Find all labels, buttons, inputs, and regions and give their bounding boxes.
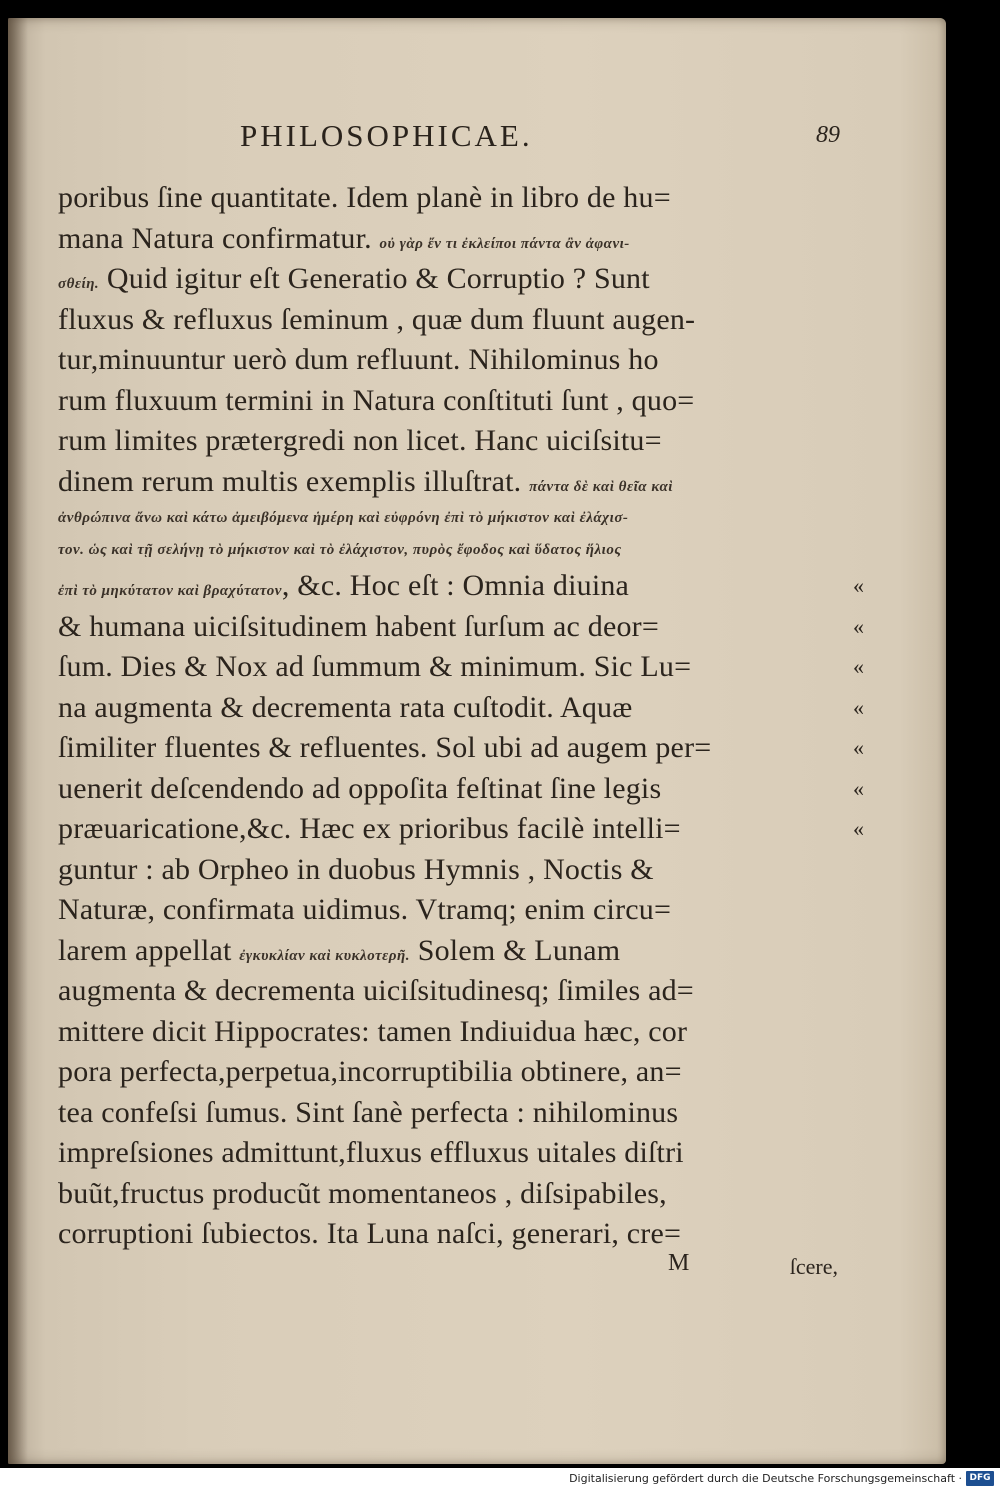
greek-quotation: πάντα δὲ καὶ θεῖα καὶ [529,478,673,495]
body-text [58,178,865,1255]
text-segment: ſimiliter fluentes & refluentes. Sol ubi ad augem per= [58,731,712,764]
text-segment: & humana uiciſsitudinem habent ſurſum ac deor= [58,609,659,643]
text-line [58,566,865,607]
text-line [58,647,865,688]
text-line: tur,minuuntur uerò dum refluunt. Nihilominus ho [58,343,659,376]
credit-text: Digitalisierung gefördert durch die Deutsche Forschungsgemeinschaft · [569,1472,962,1485]
quote-mark: « [853,613,865,639]
text-line [58,769,865,810]
quote-mark: « [853,735,865,760]
text-segment: præuaricatione,&c. Hæc ex prioribus facilè intelli= [58,812,681,845]
text-line: mittere dicit Hippocrates: tamen Indiuidua hæc, cor [58,1014,688,1048]
text-segment: , &c. Hoc eſt : Omnia diuina [281,569,630,602]
greek-quotation: ἐγκυκλίαν καὶ κυκλοτερῆ. [239,947,410,964]
greek-line: ἀνθρώπινα ἄνω καὶ κάτω ἀμειβόμενα ἡμέρη καὶ εὐφρόνη ἐπὶ τὸ μήκιστον καὶ ἐλάχισ- [58,510,629,526]
text-segment: Quid igitur eſt Generatio & Corruptio ? Sunt [106,262,650,295]
quote-mark: « [853,573,865,598]
text-segment: larem appellat [58,933,232,967]
dfg-logo-icon: DFG [966,1471,994,1486]
page-number: 89 [816,122,840,148]
text-line: fluxus & refluxus ſeminum , quæ dum fluunt augen- [58,302,696,336]
text-line [58,688,865,729]
catchword: ſcere, [789,1254,838,1279]
text-segment: mana Natura confirmatur. [58,221,372,255]
quote-mark: « [853,654,865,679]
text-line [58,809,865,850]
greek-quotation: ἐπὶ τὸ μηκύτατον καὶ βραχύτατον [58,583,282,599]
signature-mark: M [668,1250,690,1276]
page-header [240,118,860,158]
text-segment: dinem rerum multis exemplis illuſtrat. [58,464,522,498]
text-line: poribus ſine quantitate. Idem planè in libro de hu= [58,181,671,214]
quote-mark: « [853,816,865,841]
text-line [58,931,848,972]
text-line [58,607,865,648]
text-line: corruptioni ſubiectos. Ita Luna naſci, generari, cre= [58,1217,682,1250]
quote-mark: « [853,694,865,720]
text-line: rum limites prætergredi non licet. Hanc uiciſsitu= [58,424,662,457]
text-line [58,728,865,769]
greek-quotation: σθείη. [58,276,100,292]
text-segment: uenerit deſcendendo ad oppoſita feſtinat ſine legis [58,771,662,805]
text-line: tea confeſsi ſumus. Sint ſanè perfecta : nihilominus [58,1095,679,1129]
text-line: buũt,fructus producũt momentaneos , diſsipabiles, [58,1176,667,1210]
text-line [58,259,848,300]
text-line: rum fluxuum termini in Natura conſtituti ſunt , quo= [58,383,695,417]
running-title: PHILOSOPHICAE. [240,118,533,153]
text-line: Naturæ, confirmata uidimus. Vtramq; enim circu= [58,893,672,926]
greek-line: τον. ὡς καὶ τῇ σελήνῃ τὸ μήκιστον καὶ τὸ ἐλάχιστον, πυρὸς ἔφοδος καὶ ὕδατος ἥλιος [58,542,622,558]
text-line: guntur : ab Orpheo in duobus Hymnis , Noctis & [58,852,654,886]
text-line [58,462,848,503]
quote-mark: « [853,775,865,801]
text-segment: ſum. Dies & Nox ad ſummum & minimum. Sic Lu= [58,650,692,683]
text-segment: na augmenta & decrementa rata cuſtodit. Aquæ [58,690,633,724]
book-page [8,18,946,1464]
text-line: impreſsiones admittunt,fluxus effluxus uitales diſtri [58,1136,684,1169]
text-line: augmenta & decrementa uiciſsitudinesq; ſimiles ad= [58,974,694,1007]
page-gutter [8,18,28,1464]
text-segment: Solem & Lunam [417,933,621,967]
page-foot [668,1250,858,1280]
greek-quotation: οὐ γὰρ ἔν τι ἐκλείποι πάντα ἂν ἀφανι- [379,235,630,252]
text-line: pora perfecta,perpetua,incorruptibilia obtinere, an= [58,1055,682,1088]
text-line [58,219,848,260]
credit-bar [0,1468,1000,1490]
